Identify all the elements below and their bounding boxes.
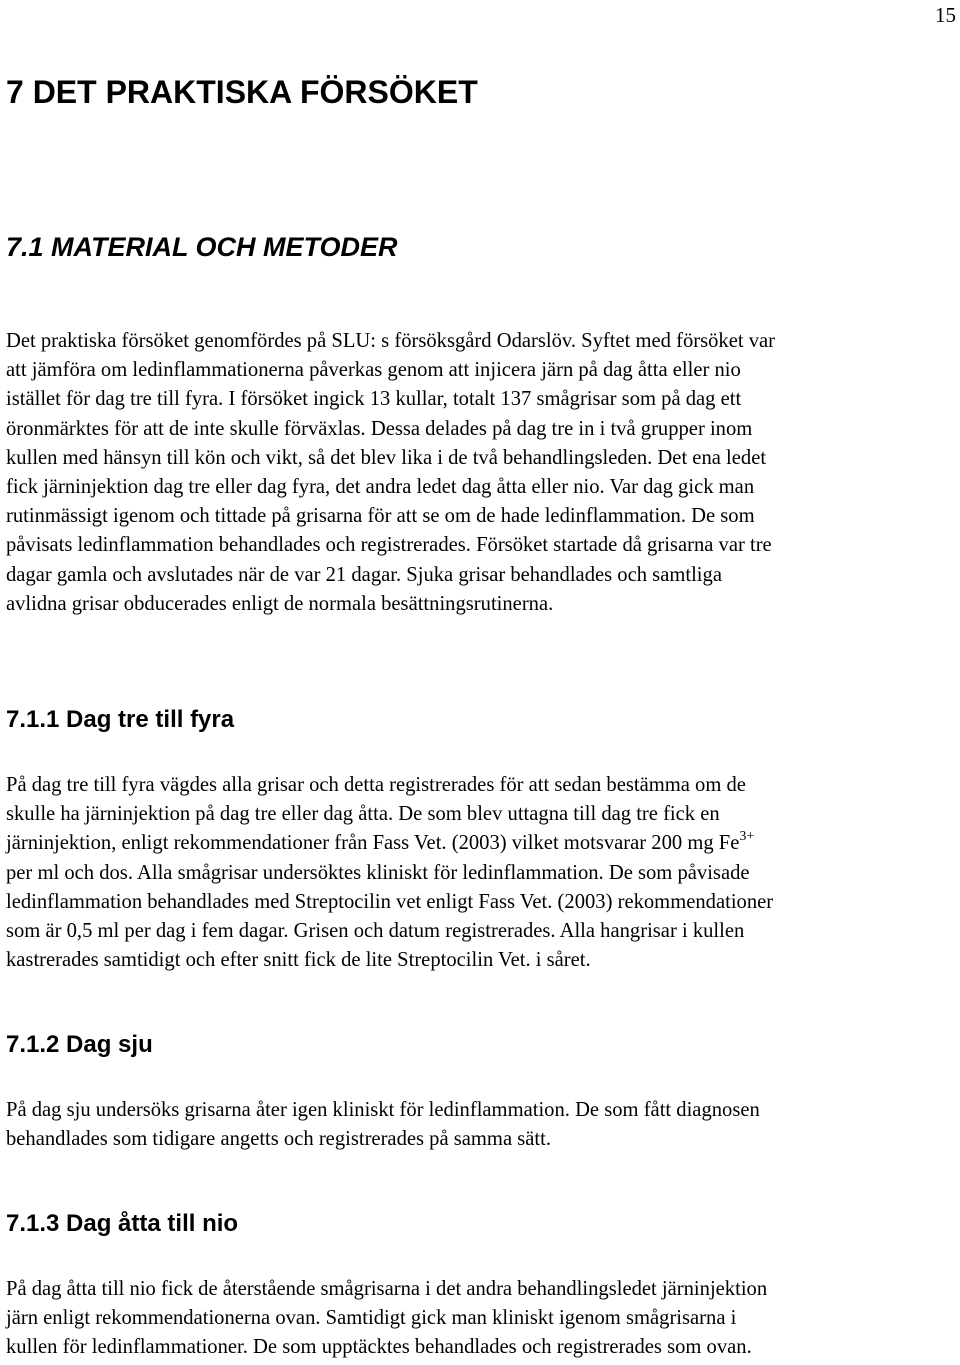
section-heading: 7.1 MATERIAL OCH METODER bbox=[6, 232, 398, 262]
subsection-paragraph-2 bbox=[6, 1096, 956, 1154]
page-number: 15 bbox=[935, 3, 956, 27]
paragraph-line: som är 0,5 ml per dag i fem dagar. Grisen och datum registrerades. Alla hangrisar i kullen bbox=[6, 920, 745, 943]
paragraph-line: att jämföra om ledinflammationerna påverkas genom att injicera järn på dag åtta eller nio bbox=[6, 359, 741, 382]
paragraph-line: öronmärktes för att de inte skulle förväxlas. Dessa delades på dag tre in i två grupper inom bbox=[6, 417, 753, 440]
paragraph-line: avlidna grisar obducerades enligt de normala besättningsrutinerna. bbox=[6, 592, 554, 615]
paragraph-line: per ml och dos. Alla smågrisar undersöktes kliniskt för ledinflammation. De som påvisade bbox=[6, 861, 750, 884]
paragraph-line: På dag sju undersöks grisarna åter igen kliniskt för ledinflammation. De som fått diagnosen bbox=[6, 1099, 760, 1121]
paragraph-line: järn enligt rekommendationerna ovan. Samtidigt gick man kliniskt igenom smågrisarna i bbox=[6, 1307, 737, 1330]
paragraph-line-text: järninjektion, enligt rekommendationer från Fass Vet. (2003) vilket motsvarar 200 mg Fe bbox=[6, 832, 740, 855]
chapter-heading: 7 DET PRAKTISKA FÖRSÖKET bbox=[6, 74, 478, 110]
paragraph-line: Det praktiska försöket genomfördes på SLU: s försöksgård Odarslöv. Syftet med försöket var bbox=[6, 330, 776, 352]
paragraph-line: kullen med hänsyn till kön och vikt, så det blev lika i de två behandlingsleden. Det ena ledet bbox=[6, 446, 767, 469]
paragraph-line: ledinflammation behandlades med Streptocilin vet enligt Fass Vet. (2003) rekommendationer bbox=[6, 890, 774, 913]
paragraph-line: istället för dag tre till fyra. I försöket ingick 13 kullar, totalt 137 smågrisar som på dag ett bbox=[6, 388, 742, 411]
paragraph-line: fick järninjektion dag tre eller dag fyra, det andra ledet dag åtta eller nio. Var dag gick man bbox=[6, 476, 755, 499]
paragraph-line: behandlades som tidigare angetts och registrerades på samma sätt. bbox=[6, 1128, 551, 1151]
subsection-heading-3: 7.1.3 Dag åtta till nio bbox=[6, 1210, 239, 1237]
section-paragraph bbox=[6, 327, 956, 619]
paragraph-line: På dag tre till fyra vägdes alla grisar och detta registrerades för att sedan bestämma om de bbox=[6, 774, 746, 796]
superscript: 3+ bbox=[739, 829, 755, 845]
paragraph-line: På dag åtta till nio fick de återstående smågrisarna i det andra behandlingsledet järninjektion bbox=[6, 1278, 768, 1300]
paragraph-line: påvisats ledinflammation behandlades och registrerades. Försöket startade då grisarna var tre bbox=[6, 534, 772, 557]
subsection-paragraph-1 bbox=[6, 771, 956, 975]
paragraph-line: kullen för ledinflammationer. De som upptäcktes behandlades och registrerades som ovan. bbox=[6, 1336, 752, 1359]
paragraph-line: rutinmässigt igenom och tittade på grisarna för att se om de hade ledinflammation. De som bbox=[6, 505, 755, 528]
paragraph-line bbox=[6, 829, 956, 858]
subsection-heading-1: 7.1.1 Dag tre till fyra bbox=[6, 706, 235, 733]
paragraph-line: skulle ha järninjektion på dag tre eller dag åtta. De som blev uttagna till dag tre fick en bbox=[6, 803, 720, 826]
subsection-heading-2: 7.1.2 Dag sju bbox=[6, 1031, 153, 1058]
paragraph-line: kastrerades samtidigt och efter snitt fick de lite Streptocilin Vet. i såret. bbox=[6, 949, 591, 972]
paragraph-line: dagar gamla och avslutades när de var 21 dagar. Sjuka grisar behandlades och samtliga bbox=[6, 563, 722, 586]
subsection-paragraph-3 bbox=[6, 1275, 956, 1363]
